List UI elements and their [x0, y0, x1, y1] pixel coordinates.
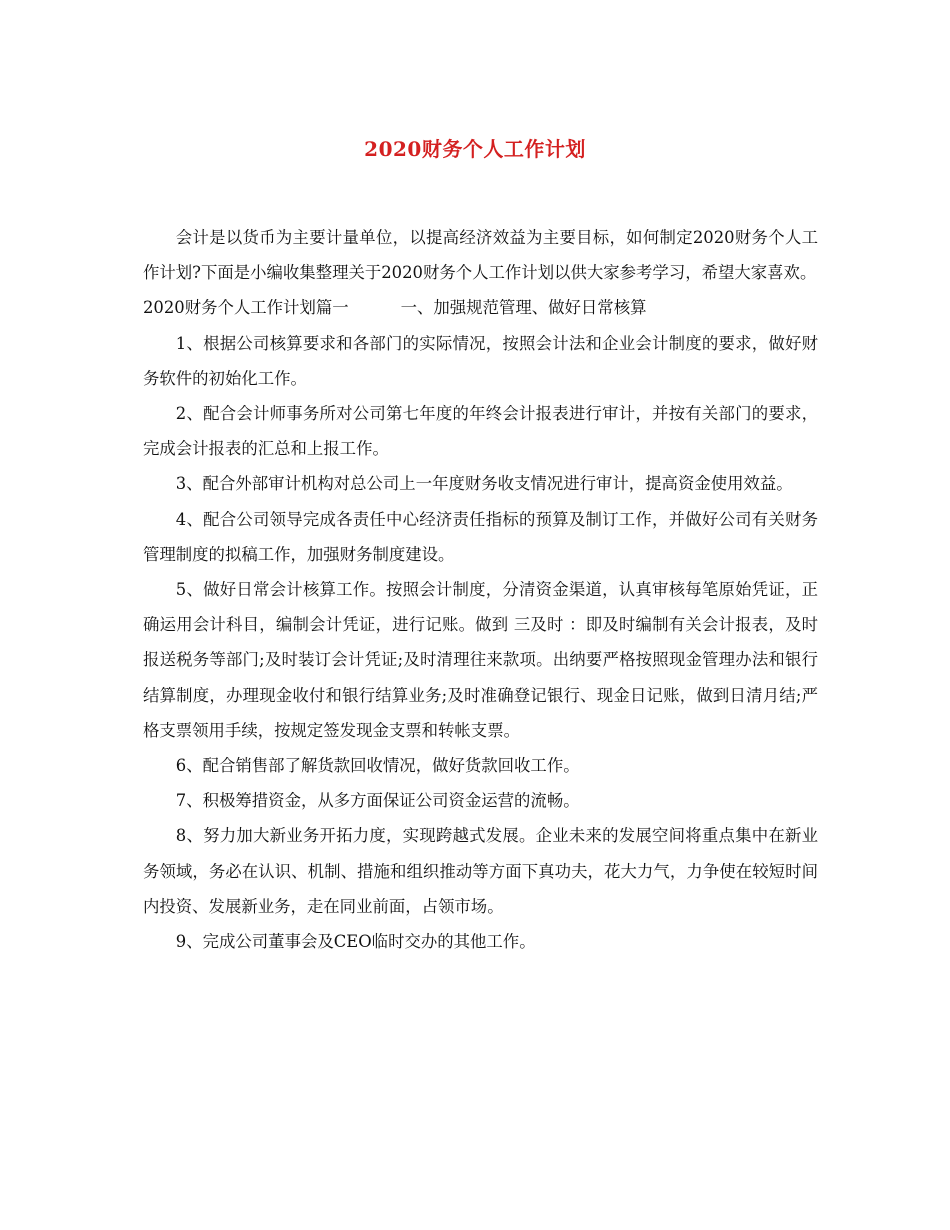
list-item: 4、配合公司领导完成各责任中心经济责任指标的预算及制订工作，并做好公司有关财务管理制度的拟稿工作，加强财务制度建设。 [143, 509, 818, 564]
list-item: 2、配合会计师事务所对公司第七年度的年终会计报表进行审计，并按有关部门的要求，完成会计报表的汇总和上报工作。 [143, 404, 818, 459]
list-item: 3、配合外部审计机构对总公司上一年度财务收支情况进行审计，提高资金使用效益。 [175, 474, 793, 494]
intro-paragraph: 会计是以货币为主要计量单位，以提高经济效益为主要目标，如何制定2020财务个人工作计划?下面是小编收集整理关于2020财务个人工作计划以供大家参考学习，希望大家喜欢。 [143, 228, 818, 283]
list-item: 5、做好日常会计核算工作。按照会计制度，分清资金渠道，认真审核每笔原始凭证，正确运用会计科目，编制会计凭证，进行记账。做到 三及时 ：即及时编制有关会计报表，及时报送税务等部门;及时装订会计凭证;及时清理往来款项。出纳要严格按照现金管理办法和银行结算制度，办理现金收付和银行结算业务;及时准确登记银行、现金日记账，做到日清月结;严格支票领用手续，按规定签发现金支票和转帐支票。 [143, 580, 818, 740]
section-heading: 一、加强规范管理、做好日常核算 [400, 298, 647, 318]
section-label: 2020财务个人工作计划篇一 [143, 298, 349, 318]
list-item: 6、配合销售部了解货款回收情况，做好货款回收工作。 [175, 756, 580, 776]
list-item: 9、完成公司董事会及CEO临时交办的其他工作。 [175, 932, 536, 952]
list-item: 7、积极筹措资金，从多方面保证公司资金运营的流畅。 [175, 791, 580, 811]
list-item: 8、努力加大新业务开拓力度，实现跨越式发展。企业未来的发展空间将重点集中在新业务领域，务必在认识、机制、措施和组织推动等方面下真功夫，花大力气，力争使在较短时间内投资、发展新业务，走在同业前面，占领市场。 [143, 826, 818, 916]
list-item: 1、根据公司核算要求和各部门的实际情况，按照会计法和企业会计制度的要求，做好财务软件的初始化工作。 [143, 333, 818, 388]
section-heading-line [143, 290, 818, 325]
document-title: 2020财务个人工作计划 [364, 137, 586, 161]
document-body [143, 220, 818, 959]
